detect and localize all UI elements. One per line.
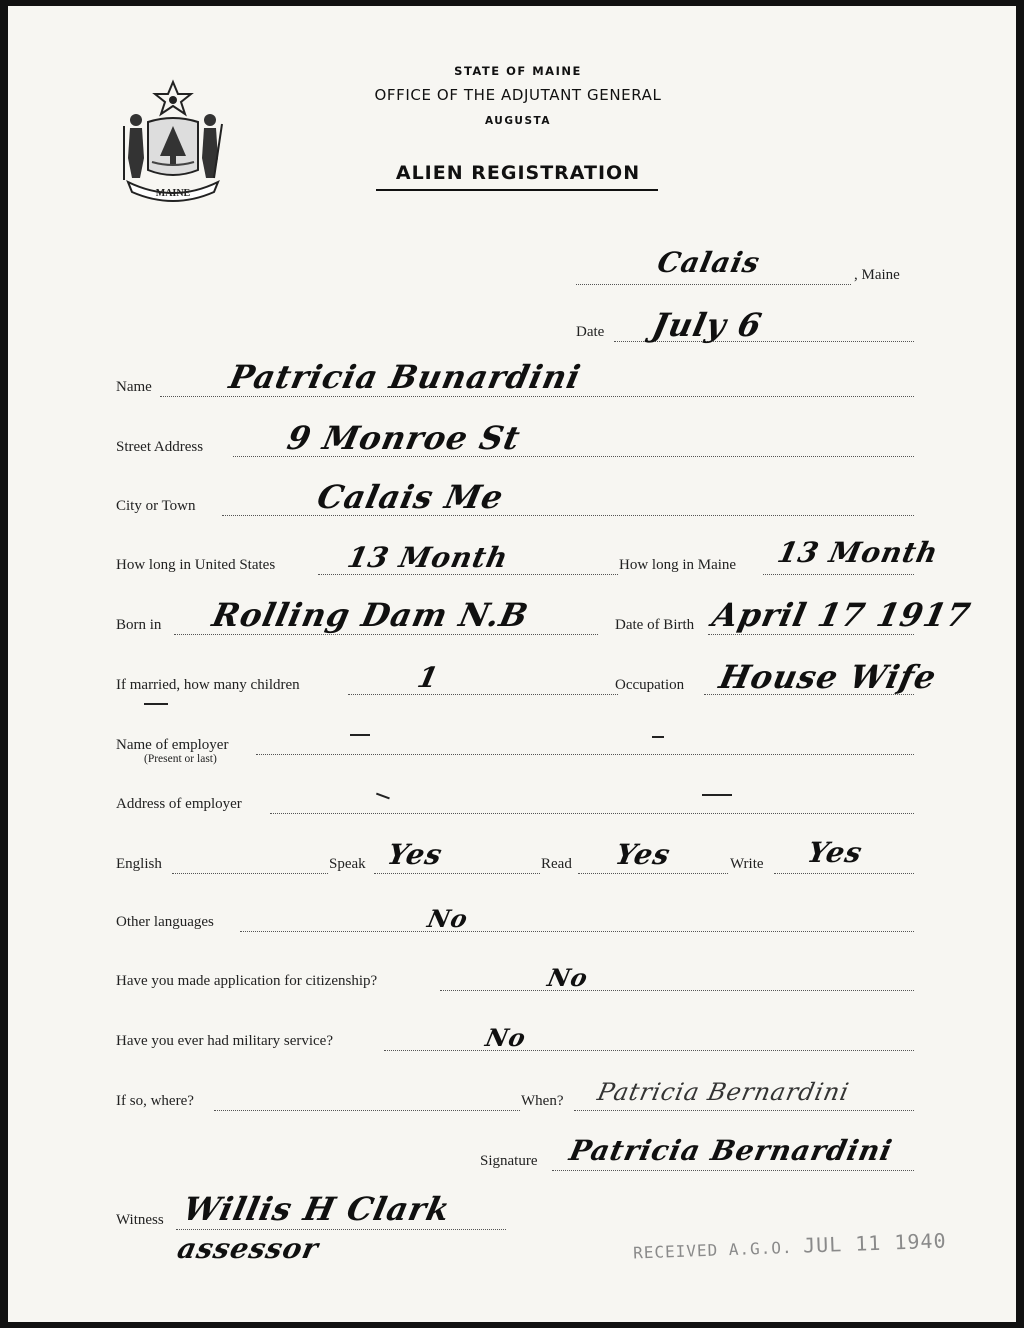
date-entry: July 6 — [648, 306, 766, 344]
military-entry: No — [482, 1023, 530, 1052]
born-in-entry: Rolling Dam N.B — [208, 596, 533, 634]
other-languages-label: Other languages — [116, 914, 214, 930]
witness-title-entry: assessor — [174, 1232, 322, 1265]
stamp-date: JUL 11 1940 — [802, 1228, 947, 1258]
children-entry: 1 — [414, 661, 442, 694]
how-long-maine-entry: 13 Month — [774, 536, 942, 569]
children-line — [348, 694, 618, 695]
if-so-where-line — [214, 1110, 520, 1111]
date-of-birth-label: Date of Birth — [615, 617, 695, 633]
english-line — [172, 873, 328, 874]
signature-label: Signature — [480, 1153, 538, 1169]
city-heading: AUGUSTA — [484, 115, 551, 127]
if-so-where-label: If so, where? — [116, 1093, 194, 1109]
date-label: Date — [576, 324, 605, 340]
speak-entry: Yes — [384, 838, 446, 871]
svg-text:MAINE: MAINE — [155, 188, 191, 199]
write-label: Write — [730, 856, 764, 872]
speak-line — [374, 873, 540, 874]
citizenship-entry: No — [544, 963, 592, 992]
underline-mark — [144, 703, 168, 705]
street-address-label: Street Address — [116, 439, 204, 455]
children-label: If married, how many children — [116, 677, 300, 693]
date-of-birth-entry: April 17 1917 — [708, 596, 975, 634]
other-languages-line — [240, 931, 914, 932]
citizenship-line — [440, 990, 914, 991]
read-line — [578, 873, 728, 874]
street-address-entry: 9 Monroe St — [283, 419, 525, 457]
form-title: ALIEN REGISTRATION — [395, 162, 641, 184]
blank-dash — [702, 794, 732, 796]
born-in-line — [174, 634, 598, 635]
military-label: Have you ever had military service? — [116, 1033, 333, 1049]
employer-address-line — [270, 813, 914, 814]
maine-label: , Maine — [854, 267, 900, 283]
town-line — [576, 284, 851, 285]
other-languages-entry: No — [424, 904, 472, 933]
maine-state-seal — [118, 78, 228, 203]
blank-dash — [376, 793, 390, 799]
how-long-maine-line — [763, 574, 914, 575]
how-long-us-entry: 13 Month — [344, 541, 512, 574]
when-entry: Patricia Bernardini — [595, 1078, 852, 1106]
read-entry: Yes — [612, 838, 674, 871]
stamp-received: RECEIVED A.G.O. — [632, 1237, 793, 1263]
witness-label: Witness — [116, 1212, 164, 1228]
when-line — [574, 1110, 914, 1111]
how-long-us-line — [318, 574, 618, 575]
registration-form — [8, 6, 1016, 1322]
blank-dash — [350, 734, 370, 736]
name-label: Name — [116, 379, 152, 395]
witness-entry: Willis H Clark — [179, 1190, 454, 1228]
born-in-label: Born in — [116, 617, 162, 633]
office-heading: OFFICE OF THE ADJUTANT GENERAL — [374, 86, 662, 104]
name-entry: Patricia Bunardini — [225, 358, 585, 396]
how-long-maine-label: How long in Maine — [619, 557, 737, 573]
how-long-us-label: How long in United States — [116, 557, 276, 573]
military-line — [384, 1050, 914, 1051]
read-label: Read — [541, 856, 572, 872]
signature-line — [552, 1170, 914, 1171]
employer-name-note: (Present or last) — [144, 753, 217, 765]
write-line — [774, 873, 914, 874]
city-entry: Calais Me — [313, 478, 508, 516]
state-heading: STATE OF MAINE — [454, 64, 582, 78]
speak-label: Speak — [329, 856, 366, 872]
employer-name-label: Name of employer — [116, 737, 229, 753]
title-underline — [376, 189, 658, 191]
name-line — [160, 396, 914, 397]
english-label: English — [116, 856, 162, 872]
signature-entry: Patricia Bernardini — [566, 1134, 896, 1167]
citizenship-label: Have you made application for citizenship? — [116, 973, 378, 989]
blank-dash — [652, 736, 664, 738]
employer-address-label: Address of employer — [116, 796, 242, 812]
received-stamp — [633, 1229, 947, 1264]
when-label: When? — [521, 1093, 564, 1109]
write-entry: Yes — [804, 836, 866, 869]
occupation-entry: House Wife — [715, 658, 941, 696]
date-of-birth-line — [708, 634, 914, 635]
employer-name-line — [256, 754, 914, 755]
witness-line — [176, 1229, 506, 1230]
town-entry: Calais — [654, 246, 764, 279]
city-label: City or Town — [116, 498, 196, 514]
occupation-label: Occupation — [615, 677, 685, 693]
